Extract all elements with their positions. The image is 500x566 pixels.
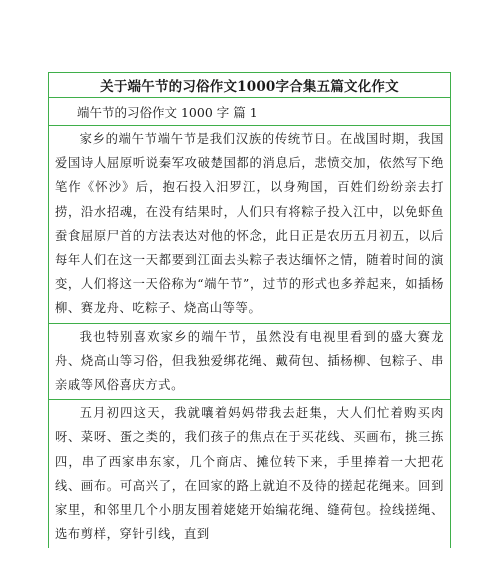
document-title: 关于端午节的习俗作文1000字合集五篇文化作文 (48, 72, 451, 98)
paragraph-2: 我也特别喜欢家乡的端午节，虽然没有电视里看到的盛大赛龙舟、烧高山等习俗，但我独爱绑花绳、戴荷包、插杨柳、包粽子、串亲戚等风俗喜庆方式。 (48, 324, 451, 401)
document-table (48, 72, 451, 548)
section-subtitle: 端午节的习俗作文 1000 字 篇 1 (48, 98, 451, 126)
paragraph-1: 家乡的端午节端午节是我们汉族的传统节日。在战国时期，我国爱国诗人屈原听说秦军攻破楚国都的消息后，悲愤交加，依然写下绝笔作《怀沙》后，抱石投入汨罗江，以身殉国，百姓们纷纷亲去打捞，沿水招魂，在没有结果时，人们只有将粽子投入江中，以免虾鱼蚕食屈原尸首的方法表达对他的怀念，此日正是农历五月初五，以后每年人们在这一天都要到江面去头粽子表达缅怀之情，随着时间的演变，人们将这一天俗称为“端午节”，过节的形式也多养起来，如插杨柳、赛龙舟、吃粽子、烧高山等等。 (48, 126, 451, 324)
paragraph-3: 五月初四这天，我就嚷着妈妈带我去赶集，大人们忙着购买肉呀、菜呀、蛋之类的，我们孩子的焦点在于买花线、买画布，挑三拣四，串了西家串东家，几个商店、摊位转下来，手里捧着一大把花线、画布。可高兴了，在回家的路上就迫不及待的搓起花绳来。回到家里，和邻里几个小朋友围着姥姥开始编花绳、缝荷包。捡线搓绳、选布剪样，穿针引线，直到 (48, 400, 451, 548)
